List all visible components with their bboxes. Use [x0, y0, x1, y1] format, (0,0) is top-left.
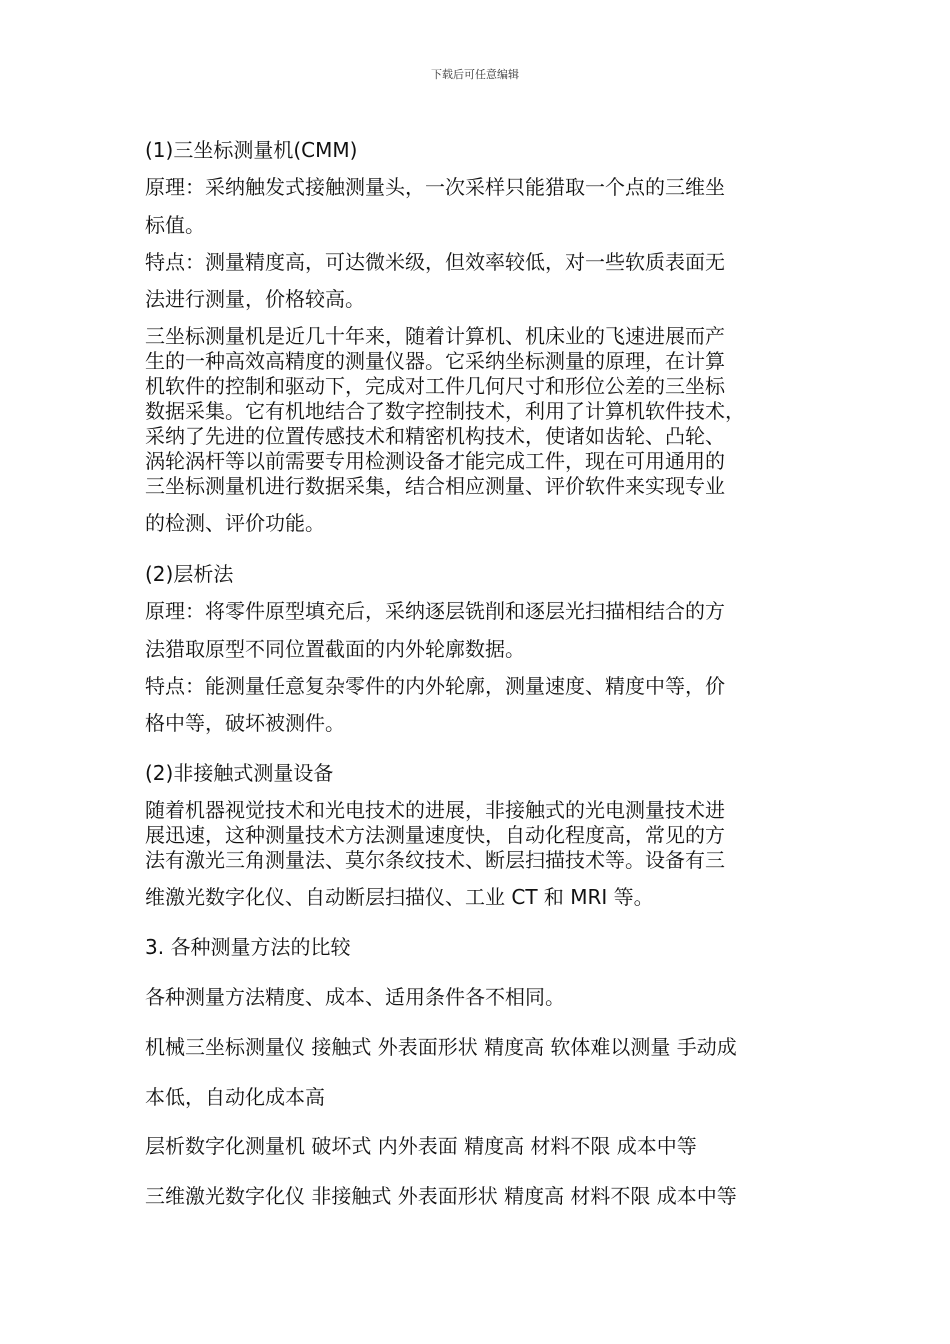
paragraph-line: 机软件的控制和驱动下，完成对工件几何尺寸和形位公差的三坐标 [145, 374, 725, 398]
paragraph-line: 层析数字化测量机 破坏式 内外表面 精度高 材料不限 成本中等 [145, 1134, 697, 1158]
page-header: 下载后可任意编辑 [431, 68, 519, 81]
paragraph-line: 三坐标测量机进行数据采集，结合相应测量、评价软件来实现专业 [145, 474, 725, 498]
paragraph-line: 展迅速，这种测量技术方法测量速度快，自动化程度高，常见的方 [145, 823, 725, 847]
paragraph-line: 特点：测量精度高，可达微米级，但效率较低，对一些软质表面无 [145, 250, 725, 274]
section-heading-tomography: (2)层析法 [145, 562, 234, 586]
paragraph-line: 法有激光三角测量法、莫尔条纹技术、断层扫描技术等。设备有三 [145, 848, 725, 872]
paragraph-line: 三维激光数字化仪 非接触式 外表面形状 精度高 材料不限 成本中等 [145, 1184, 737, 1208]
paragraph-line: 的检测、评价功能。 [145, 511, 325, 535]
paragraph-line: 标值。 [145, 213, 205, 237]
paragraph-line: 原理：将零件原型填充后，采纳逐层铣削和逐层光扫描相结合的方 [145, 599, 725, 623]
section-heading-comparison: 3. 各种测量方法的比较 [145, 935, 351, 959]
paragraph-line: 随着机器视觉技术和光电技术的进展，非接触式的光电测量技术进 [145, 798, 725, 822]
paragraph-line: 本低，自动化成本高 [145, 1085, 325, 1109]
paragraph-line: 生的一种高效高精度的测量仪器。它采纳坐标测量的原理，在计算 [145, 349, 725, 373]
paragraph-line: 采纳了先进的位置传感技术和精密机构技术，使诸如齿轮、凸轮、 [145, 424, 725, 448]
paragraph-line: 法猎取原型不同位置截面的内外轮廓数据。 [145, 637, 525, 661]
paragraph-line: 三坐标测量机是近几十年来，随着计算机、机床业的飞速进展而产 [145, 324, 725, 348]
paragraph-line: 格中等，破坏被测件。 [145, 711, 345, 735]
paragraph-line: 法进行测量，价格较高。 [145, 287, 365, 311]
paragraph-line: 机械三坐标测量仪 接触式 外表面形状 精度高 软体难以测量 手动成 [145, 1035, 737, 1059]
paragraph-line: 维激光数字化仪、自动断层扫描仪、工业 CT 和 MRI 等。 [145, 885, 654, 909]
paragraph-line: 数据采集。它有机地结合了数字控制技术，利用了计算机软件技术， [145, 399, 745, 423]
section-heading-cmm: (1)三坐标测量机(CMM) [145, 138, 358, 162]
section-heading-noncontact: (2)非接触式测量设备 [145, 761, 334, 785]
paragraph-line: 原理：采纳触发式接触测量头，一次采样只能猎取一个点的三维坐 [145, 175, 725, 199]
paragraph-line: 涡轮涡杆等以前需要专用检测设备才能完成工件，现在可用通用的 [145, 449, 725, 473]
paragraph-line: 各种测量方法精度、成本、适用条件各不相同。 [145, 985, 565, 1009]
paragraph-line: 特点：能测量任意复杂零件的内外轮廓，测量速度、精度中等，价 [145, 674, 725, 698]
